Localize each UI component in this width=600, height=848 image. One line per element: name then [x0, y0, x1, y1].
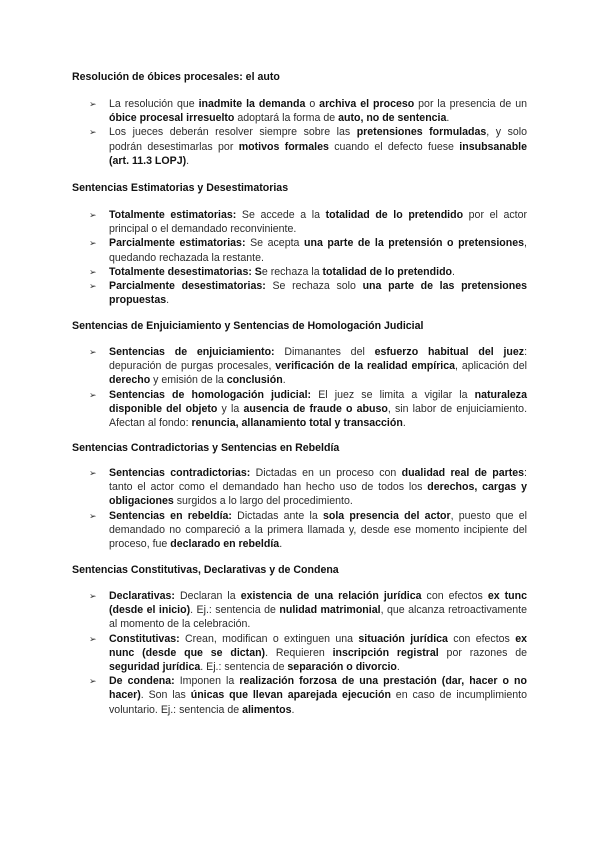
section-title-autos: Resolución de óbices procesales: el auto	[72, 71, 280, 83]
arrowhead-bullet-icon: ➢	[89, 389, 97, 400]
text: Se acepta	[245, 237, 305, 250]
text: por el actor principal o el demandado reconviniente.	[109, 209, 527, 236]
text: por razones de	[438, 646, 527, 659]
bold-text: Sentencias de homologación judicial:	[109, 388, 312, 401]
list-item	[84, 208, 527, 236]
bold-text: únicas que llevan aparejada ejecución	[190, 689, 391, 702]
list-item	[84, 466, 527, 509]
text: en caso de incumplimiento voluntario. Ej.: sentencia de	[109, 689, 527, 716]
list-item	[84, 279, 527, 307]
arrowhead-bullet-icon: ➢	[89, 347, 97, 357]
bold-text: auto, no de sentencia	[338, 112, 447, 125]
text: , sin labor de enjuiciamiento. Afectan al fondo:	[109, 402, 528, 430]
bold-text: esfuerzo habitual del juez	[374, 346, 525, 358]
list-item	[84, 97, 527, 125]
text: . Ej.: sentencia de	[190, 604, 280, 617]
arrowhead-bullet-icon: ➢	[89, 633, 97, 644]
bold-text: totalidad de lo pretendido	[325, 209, 464, 221]
bold-text: dualidad real de partes	[401, 467, 525, 479]
bold-text: Declarativas:	[109, 590, 175, 602]
text: .	[396, 661, 400, 674]
list-item	[84, 236, 527, 264]
section-list-autos	[84, 97, 527, 168]
text: , que alcanza retroactivamente al momento de la celebración.	[109, 604, 527, 631]
bold-text: realización forzosa de una prestación (dar, hacer o no hacer)	[109, 675, 527, 702]
text: cuando el defecto fuese	[328, 140, 460, 153]
bold-text: conclusión	[226, 374, 283, 387]
list-item	[84, 632, 527, 675]
text: o	[305, 98, 320, 110]
text: , y solo podrán desestimarlas por	[109, 126, 527, 153]
section-list-contradictorias	[84, 466, 527, 551]
arrowhead-bullet-icon: ➢	[89, 468, 97, 478]
text: .	[282, 374, 286, 387]
text: Imponen la	[174, 675, 240, 688]
list-item	[84, 388, 527, 431]
bold-text: Totalmente estimatorias:	[109, 209, 237, 221]
bold-text: Sentencias contradictorias:	[109, 467, 251, 479]
text: con efectos	[421, 590, 488, 602]
bold-text: Sentencias de enjuiciamiento:	[109, 346, 275, 358]
text: surgidos a lo largo del procedimiento.	[173, 495, 353, 508]
arrowhead-bullet-icon: ➢	[89, 281, 97, 292]
text: Dimanantes del	[274, 346, 375, 358]
bold-text: Sentencias en rebeldía:	[109, 509, 232, 522]
bold-text: seguridad jurídica	[109, 661, 201, 674]
bold-text: insubsanable (art. 11.3 LOPJ)	[109, 140, 527, 167]
bold-text: óbice procesal irresuelto	[109, 112, 235, 125]
text: , puesto que el demandado no compareció a la primera llamada y, desde ese momento incipiente del proceso, fue	[109, 509, 527, 551]
text: El juez se limita a vigilar la	[311, 388, 475, 401]
section-title-estimatorias: Sentencias Estimatorias y Desestimatorias	[72, 182, 289, 194]
arrowhead-bullet-icon: ➢	[89, 238, 97, 249]
text: .	[279, 538, 283, 551]
text: La resolución que	[109, 98, 199, 110]
bold-text: situación jurídica	[358, 632, 448, 645]
text: : depuración de purgas procesales,	[109, 346, 528, 373]
section-list-enjuiciamiento	[84, 345, 527, 430]
bold-text: Parcialmente estimatorias:	[109, 237, 246, 250]
arrowhead-bullet-icon: ➢	[89, 127, 97, 138]
bold-text: nulidad matrimonial	[279, 604, 381, 617]
text: adoptará la forma de	[234, 112, 339, 125]
bold-text: pretensiones formuladas	[356, 126, 487, 139]
list-item	[84, 125, 527, 168]
bold-text: totalidad de lo pretendido	[322, 265, 453, 278]
bold-text: Totalmente desestimatorias: S	[109, 265, 262, 278]
text: Se accede a la	[236, 209, 326, 221]
text: .	[452, 265, 455, 278]
text: con efectos	[447, 632, 516, 645]
arrowhead-bullet-icon: ➢	[89, 266, 97, 277]
bold-text: ex nunc (desde que se dictan)	[109, 632, 527, 659]
text: Dictadas en un proceso con	[250, 467, 402, 479]
text: Crean, modifican o extinguen una	[179, 632, 359, 645]
text: y la	[217, 402, 244, 415]
arrowhead-bullet-icon: ➢	[89, 676, 97, 687]
section-list-constitutivas	[84, 589, 527, 717]
text: .	[186, 154, 190, 167]
list-item	[84, 265, 527, 279]
text: y emisión de la	[150, 374, 227, 387]
list-item	[84, 589, 527, 632]
bold-text: motivos formales	[238, 140, 329, 153]
text: Dictadas ante la	[231, 509, 323, 522]
arrowhead-bullet-icon: ➢	[89, 99, 97, 109]
text: , aplicación del	[455, 360, 527, 373]
arrowhead-bullet-icon: ➢	[89, 510, 97, 521]
bold-text: alimentos	[242, 703, 292, 716]
bold-text: De condena:	[109, 675, 175, 688]
bold-text: archiva el proceso	[319, 98, 415, 110]
text: .	[291, 703, 295, 716]
bold-text: renuncia, allanamiento total y transacción	[191, 417, 403, 430]
list-item	[84, 509, 527, 552]
bold-text: inscripción registral	[332, 646, 439, 659]
text: Se rechaza solo	[265, 280, 363, 293]
text: . Requieren	[265, 646, 333, 659]
bold-text: derecho	[109, 374, 151, 387]
section-title-contradictorias: Sentencias Contradictorias y Sentencias en Rebeldía	[72, 442, 340, 454]
section-title-enjuiciamiento: Sentencias de Enjuiciamiento y Sentencias de Homologación Judicial	[72, 320, 424, 332]
text: Declaran la	[174, 590, 241, 602]
text: Los jueces deberán resolver siempre sobre las	[109, 126, 357, 139]
bold-text: derechos, cargas y obligaciones	[109, 481, 527, 508]
bold-text: una parte de las pretensiones propuestas	[109, 280, 528, 307]
bold-text: verificación de la realidad empírica	[275, 360, 456, 373]
text: . Ej.: sentencia de	[200, 661, 288, 674]
bold-text: naturaleza disponible del objeto	[109, 388, 527, 415]
bold-text: sola presencia del actor	[322, 509, 451, 522]
section-title-constitutivas: Sentencias Constitutivas, Declarativas y de Condena	[72, 564, 339, 576]
arrowhead-bullet-icon: ➢	[89, 210, 97, 220]
text: . Son las	[140, 689, 191, 702]
text: por la presencia de un	[414, 98, 527, 110]
bold-text: Constitutivas:	[109, 632, 180, 645]
text: .	[166, 294, 170, 307]
bold-text: existencia de una relación jurídica	[240, 590, 422, 602]
bold-text: una parte de la pretensión o pretensiones	[304, 237, 525, 250]
bold-text: declarado en rebeldía	[170, 538, 280, 551]
bold-text: separación o divorcio	[287, 661, 397, 674]
text: : tanto el actor como el demandado han hecho uso de todos los	[109, 467, 527, 494]
text: e rechaza la	[261, 265, 323, 278]
list-item	[84, 674, 527, 717]
section-list-estimatorias	[84, 208, 527, 307]
bold-text: inadmite la demanda	[198, 98, 306, 110]
bold-text: Parcialmente desestimatorias:	[109, 280, 266, 293]
text: , quedando rechazada la restante.	[109, 237, 527, 264]
bold-text: ex tunc (desde el inicio)	[109, 590, 527, 617]
arrowhead-bullet-icon: ➢	[89, 591, 97, 601]
text: .	[446, 112, 450, 125]
text: .	[402, 417, 406, 430]
list-item	[84, 345, 527, 388]
bold-text: ausencia de fraude o abuso	[243, 402, 388, 415]
